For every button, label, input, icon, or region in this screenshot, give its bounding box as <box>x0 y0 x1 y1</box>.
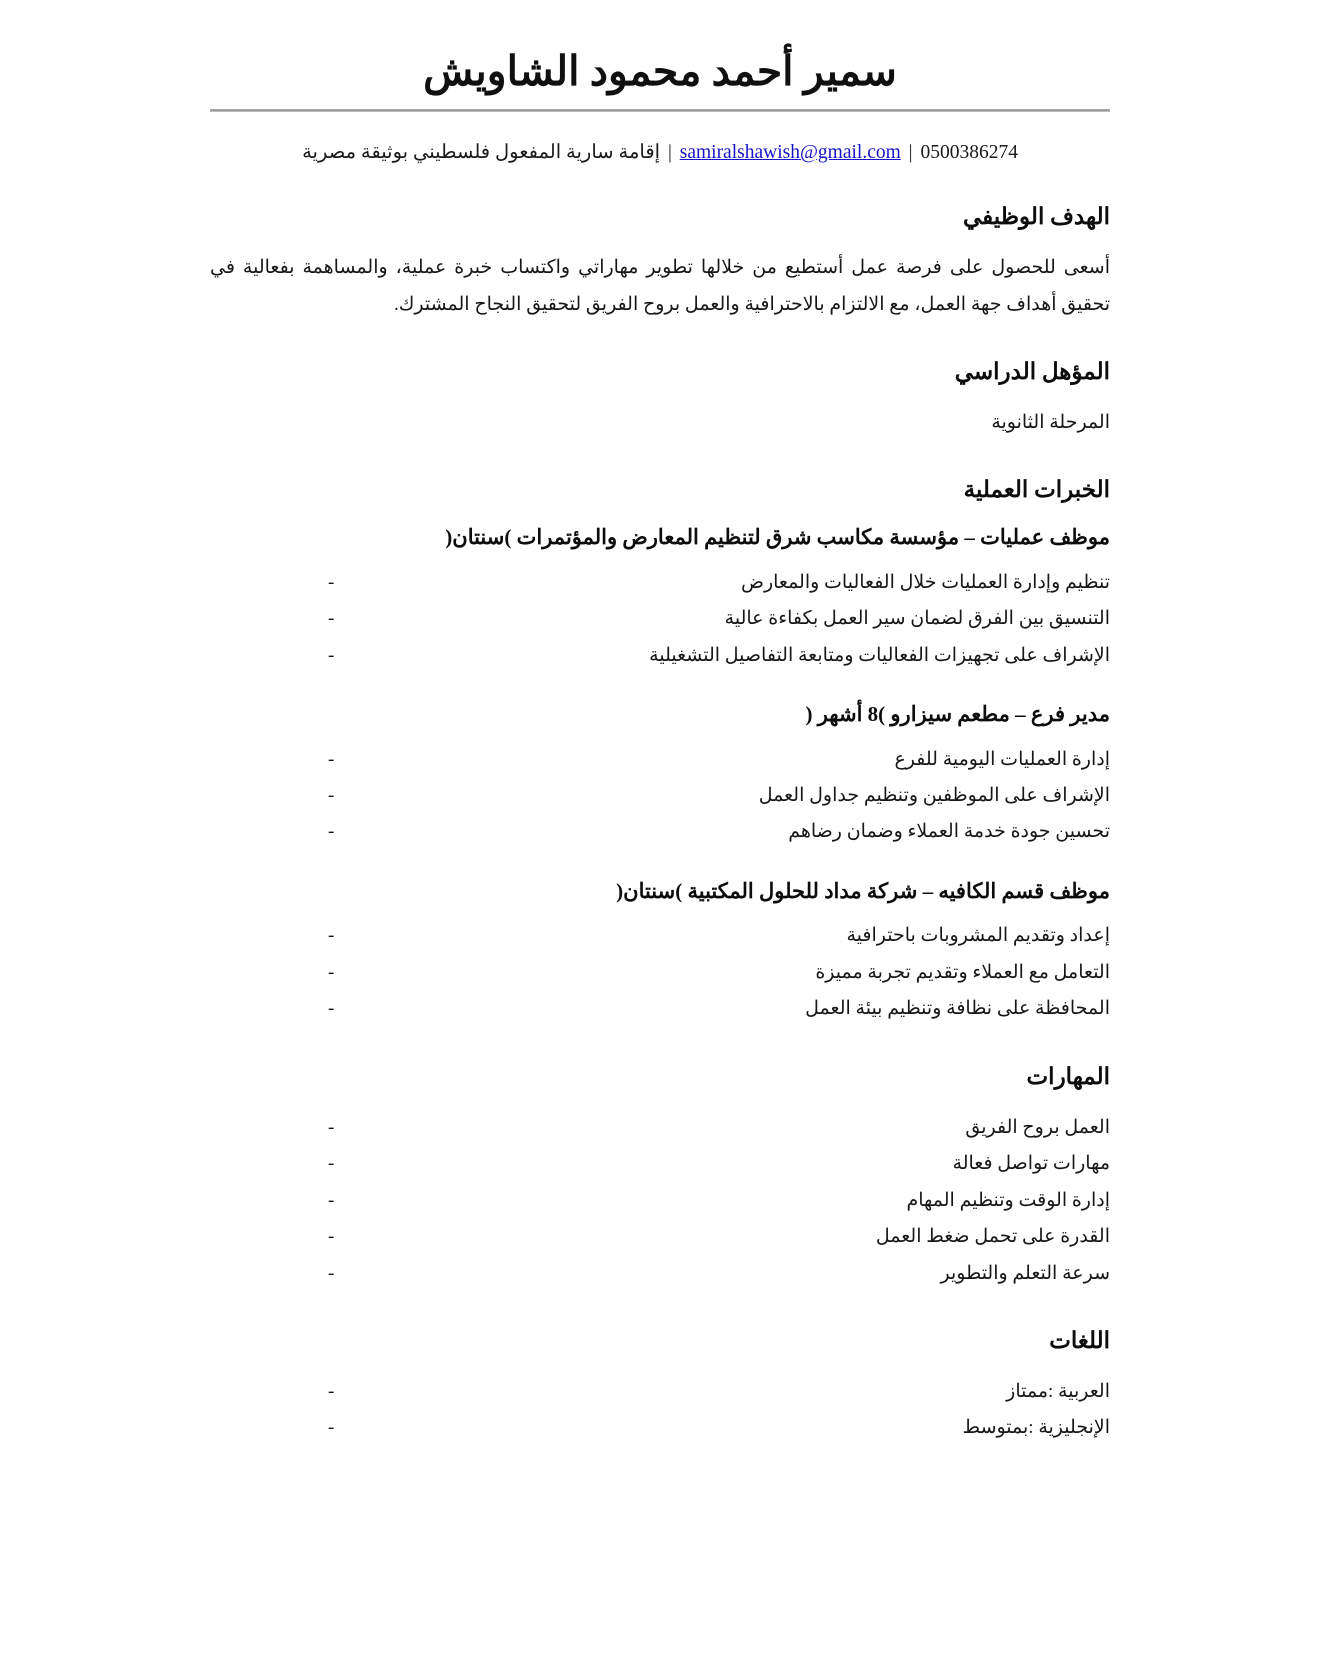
skills-title: المهارات <box>1026 1063 1110 1089</box>
list-item: القدرة على تحمل ضغط العمل - <box>322 1219 1110 1255</box>
job-title: موظف عمليات – مؤسسة مكاسب شرق لتنظيم المعارض والمؤتمرات )سنتان( <box>445 525 1110 550</box>
languages-title: اللغات <box>1049 1327 1110 1353</box>
contact-separator-2: | <box>667 142 672 164</box>
list-item: التعامل مع العملاء وتقديم تجربة مميزة - <box>322 955 1110 991</box>
section-objective <box>210 202 1110 324</box>
phone-number: 0500386274 <box>920 142 1018 164</box>
job-bullets <box>210 742 1110 851</box>
list-item: الإشراف على تجهيزات الفعاليات ومتابعة التفاصيل التشغيلية - <box>322 638 1110 674</box>
document-body <box>210 46 1110 1447</box>
list-item: العربية :ممتاز - <box>322 1374 1110 1410</box>
skills-list <box>210 1110 1110 1292</box>
email-link[interactable]: samiralshawish@gmail.com <box>679 142 901 164</box>
header-divider <box>210 109 1110 112</box>
section-experience <box>210 475 1110 1027</box>
list-item: المحافظة على نظافة وتنظيم بيئة العمل - <box>322 991 1110 1027</box>
list-item: تنظيم وإدارة العمليات خلال الفعاليات والمعارض - <box>322 565 1110 601</box>
contact-separator-1: | <box>908 142 913 164</box>
job-title: مدير فرع – مطعم سيزارو )8 أشهر ( <box>805 702 1110 727</box>
list-item: سرعة التعلم والتطوير - <box>322 1256 1110 1292</box>
list-item: تحسين جودة خدمة العملاء وضمان رضاهم - <box>322 814 1110 850</box>
list-item: العمل بروح الفريق - <box>322 1110 1110 1146</box>
experience-entry <box>210 877 1110 1028</box>
job-bullets <box>210 565 1110 674</box>
languages-list <box>210 1374 1110 1447</box>
list-item: التنسيق بين الفرق لضمان سير العمل بكفاءة عالية - <box>322 601 1110 637</box>
candidate-name: سمير أحمد محمود الشاويش <box>423 48 897 94</box>
list-item: مهارات تواصل فعالة - <box>322 1146 1110 1182</box>
job-title: موظف قسم الكافيه – شركة مداد للحلول المكتبية )سنتان( <box>616 878 1110 903</box>
objective-text: أسعى للحصول على فرصة عمل أستطيع من خلالها تطوير مهاراتي واكتساب خبرة عملية، والمساهمة بفعالية في تحقيق أهداف جهة العمل، مع الالتزام بالاحترافية والعمل بروح الفريق لتحقيق النجاح المشترك. <box>210 257 1110 316</box>
list-item: الإنجليزية :بمتوسط - <box>322 1410 1110 1446</box>
experience-title: الخبرات العملية <box>963 477 1110 503</box>
list-item: إعداد وتقديم المشروبات باحترافية - <box>322 918 1110 954</box>
list-item: إدارة العمليات اليومية للفرع - <box>322 742 1110 778</box>
section-education <box>210 357 1110 441</box>
list-item: الإشراف على الموظفين وتنظيم جداول العمل - <box>322 778 1110 814</box>
objective-title: الهدف الوظيفي <box>963 203 1110 229</box>
experience-entry <box>210 523 1110 674</box>
section-skills <box>210 1062 1110 1292</box>
contact-line <box>210 138 1110 167</box>
job-bullets <box>210 918 1110 1027</box>
section-languages <box>210 1326 1110 1447</box>
list-item: إدارة الوقت وتنظيم المهام - <box>322 1183 1110 1219</box>
nationality: فلسطيني بوثيقة مصرية <box>302 142 491 164</box>
education-title: المؤهل الدراسي <box>954 359 1110 385</box>
residency-status: إقامة سارية المفعول <box>495 142 661 164</box>
experience-entry <box>210 700 1110 851</box>
education-value: المرحلة الثانوية <box>991 412 1110 434</box>
